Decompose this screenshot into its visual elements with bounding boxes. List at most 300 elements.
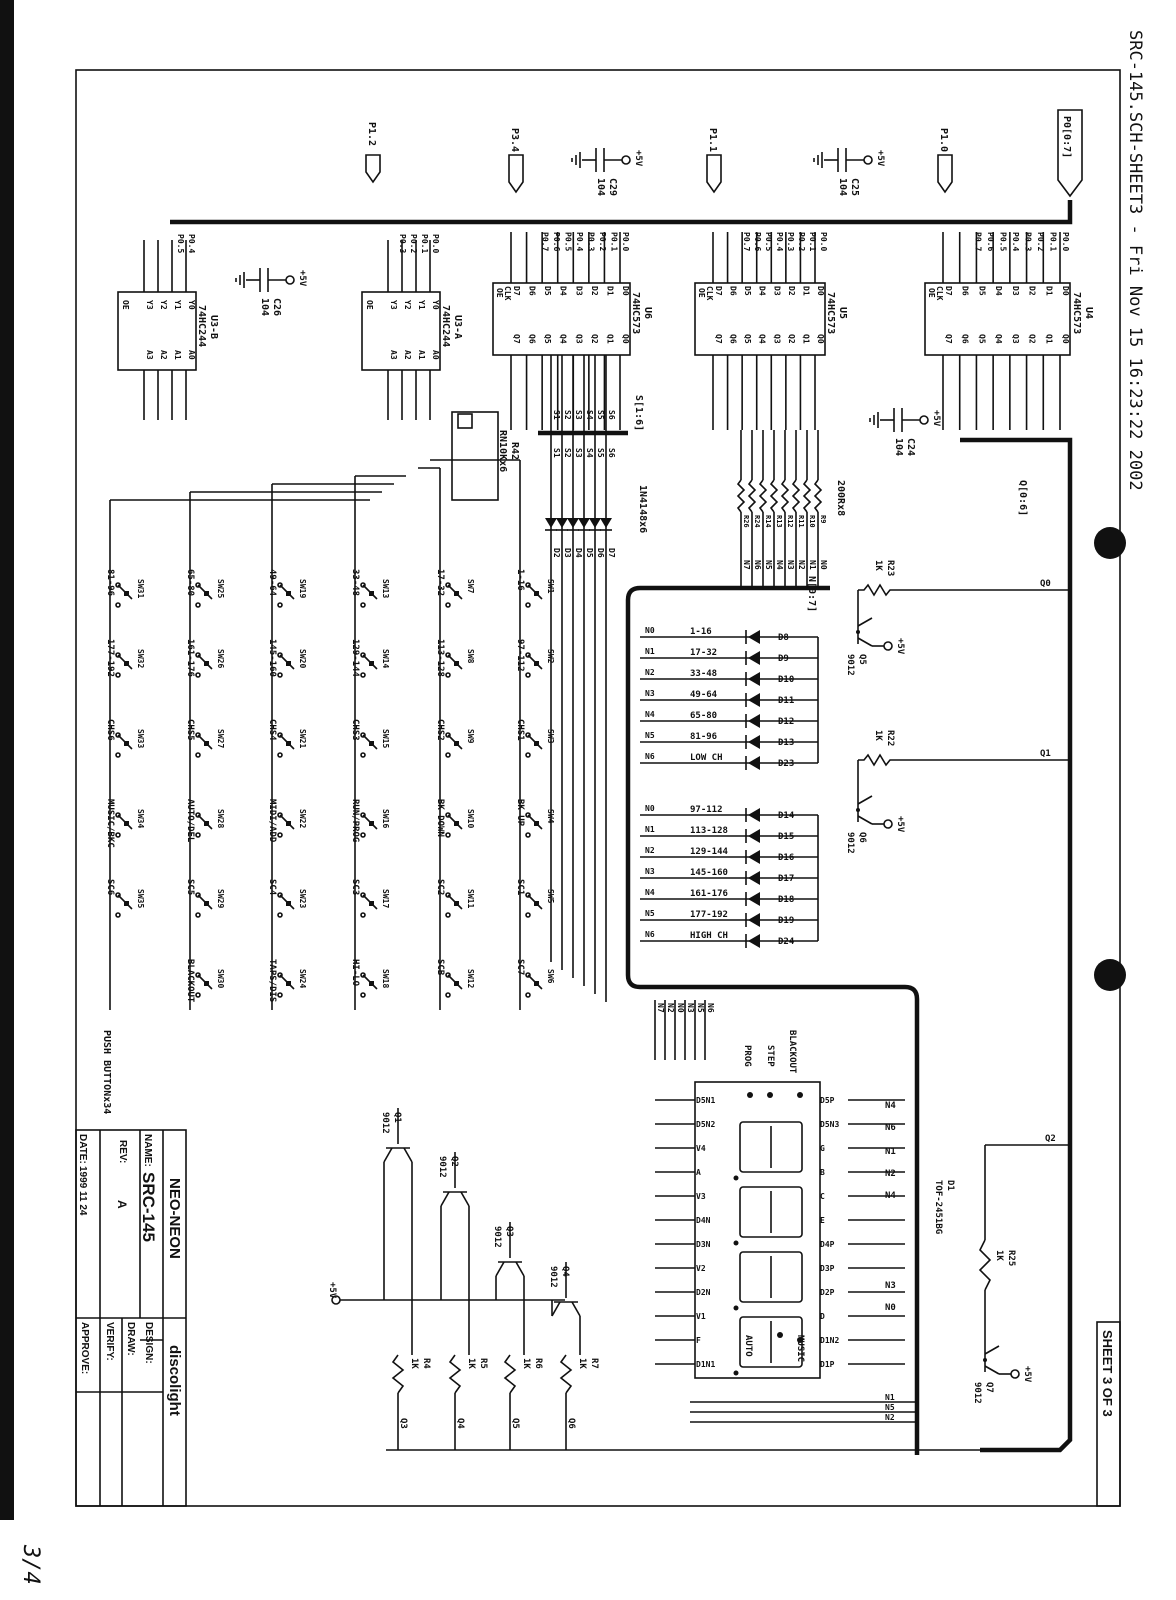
indicator-label: MUSIC <box>795 1335 805 1363</box>
pin-d-label: D7 <box>714 286 723 296</box>
switch-ref: SW28 <box>216 809 225 829</box>
pin-q-label: Q7 <box>512 334 521 344</box>
pin-q-label: Q0 <box>621 334 630 344</box>
bus-tap-label: P0.0 <box>819 232 828 252</box>
display-net-label: N1 <box>885 1147 896 1157</box>
pin-d-label: D1 <box>801 286 811 296</box>
r200-label: 200Rx8 <box>835 480 846 517</box>
n-line-label: N6 <box>753 560 762 570</box>
switch-ref: SW4 <box>546 809 555 824</box>
led-ref: D24 <box>778 937 795 947</box>
resistor-ref: R4 <box>421 1358 431 1369</box>
display-net-label: N4 <box>885 1101 896 1111</box>
display-pin-b: E <box>820 1216 825 1225</box>
title-block <box>76 1130 186 1506</box>
pin-y-label: Y1 <box>417 300 426 310</box>
base-resistor <box>980 1240 990 1290</box>
pin-a-label: A2 <box>403 350 412 360</box>
switch-ref: SW31 <box>136 579 145 599</box>
resistor-200r <box>760 480 766 512</box>
transistor-part: 9012 <box>492 1226 502 1248</box>
vcc-label: +5V <box>875 150 885 167</box>
push-button-sw13 <box>350 569 390 607</box>
switch-ref: SW1 <box>546 579 555 594</box>
led-net-label: N6 <box>645 930 655 939</box>
bus-tap-label: P0.1 <box>1048 232 1058 252</box>
switch-contact <box>361 753 365 757</box>
display-net-label: N6 <box>706 1003 715 1013</box>
switch-ref: SW16 <box>381 809 390 829</box>
led-ref: D12 <box>778 717 795 727</box>
pin-oe-label: OE <box>365 300 374 310</box>
vcc-terminal <box>884 820 892 828</box>
diode-1n4148 <box>567 518 579 528</box>
cap-ref: C25 <box>849 178 860 197</box>
switch-ref: SW6 <box>546 969 555 984</box>
switch-contact <box>278 603 282 607</box>
display-pin-a: D3N <box>696 1240 711 1249</box>
resistor-ref: R22 <box>885 730 895 747</box>
push-button-sw27 <box>185 719 225 757</box>
pin-d-label: D6 <box>728 286 738 296</box>
display-net-label: N6 <box>885 1123 896 1133</box>
switch-function-label: HI-LO <box>350 959 360 987</box>
switch-actuator <box>534 741 539 746</box>
pin-q-label: Q5 <box>543 334 553 344</box>
cap-value: 104 <box>893 438 904 457</box>
switch-actuator <box>286 591 291 596</box>
port-p0-bus <box>1058 110 1082 196</box>
diode-1n4148 <box>600 518 612 528</box>
switch-function-label: CHS2 <box>435 719 445 741</box>
pin-a-label: A0 <box>187 350 196 360</box>
switch-contact <box>278 673 282 677</box>
s-line-label: S1 <box>552 410 561 420</box>
resistor-ref: R26 <box>742 515 750 528</box>
push-button-sw33 <box>105 719 145 757</box>
bus-tap-label: P0.3 <box>398 234 407 254</box>
pin-q-label: Q3 <box>1010 334 1020 344</box>
bus-tap-label: P0.0 <box>1061 232 1070 252</box>
pin-y-label: Y2 <box>403 300 412 310</box>
switch-contact <box>446 993 450 997</box>
resistor-value: 1K <box>994 1250 1004 1261</box>
cap-value: 104 <box>595 178 606 197</box>
switch-function-label: 17-32 <box>435 569 445 597</box>
pin-a-label: A3 <box>389 350 398 360</box>
bus-tap-label: P0.0 <box>621 232 630 252</box>
led-function-label: 33-48 <box>690 669 718 679</box>
display-pin-b: C <box>820 1192 825 1201</box>
pin-q-label: Q3 <box>574 334 584 344</box>
switch-actuator <box>534 591 539 596</box>
push-button-sw30 <box>185 959 225 1003</box>
led-function-label: 49-64 <box>690 690 718 700</box>
n-line-label: N3 <box>786 560 795 570</box>
led-net-label: N3 <box>645 689 655 698</box>
resistor-network-r42 <box>452 412 520 500</box>
led-diode <box>748 871 760 885</box>
s-bus-label: S[1:6] <box>633 395 644 432</box>
switch-actuator <box>369 591 374 596</box>
pin-q-label: Q6 <box>960 334 970 344</box>
led-diode <box>748 913 760 927</box>
d-line-label: D7 <box>607 548 616 558</box>
display-net-label: N5 <box>885 1403 895 1412</box>
switch-contact <box>116 673 120 677</box>
led-function-label: HIGH CH <box>690 931 728 941</box>
bus-tap-label: P0.2 <box>1036 232 1045 252</box>
pin-clk-label: CLK <box>935 286 944 301</box>
bus-tap-label: P0.6 <box>753 232 762 252</box>
vcc-label: +5V <box>895 638 905 655</box>
led-diode <box>748 829 760 843</box>
led-ref: D10 <box>778 675 795 685</box>
bus-tap-lines <box>176 232 1070 253</box>
transistor-lead <box>985 1346 999 1354</box>
resistor-ref: R23 <box>885 560 895 577</box>
svg-text:RN10Kx6: RN10Kx6 <box>497 430 508 473</box>
n-cathode-bus <box>628 588 917 1455</box>
port-p1-0 <box>938 128 952 192</box>
transistor-lead <box>858 816 872 824</box>
push-button-sw12 <box>435 959 475 997</box>
transistor-lead <box>496 1262 504 1276</box>
switch-contact <box>196 753 200 757</box>
svg-text:APPROVE:: APPROVE: <box>79 1322 90 1375</box>
pin-d-label: D4 <box>994 286 1004 296</box>
switch-actuator <box>204 901 209 906</box>
s-line-label: S4 <box>585 448 594 458</box>
transistor-lead <box>858 618 872 626</box>
svg-text:74HC573: 74HC573 <box>1071 292 1082 335</box>
switch-function-label: 1-16 <box>515 569 525 591</box>
d-line-label: D6 <box>596 548 605 558</box>
switch-function-label: SC6 <box>105 879 115 896</box>
n-line-label: N1 <box>808 560 817 570</box>
display-net-label: N2 <box>885 1413 895 1422</box>
switch-contact <box>196 673 200 677</box>
display-pin-a: V2 <box>696 1264 706 1273</box>
indicator-label: BLACKOUT <box>787 1030 797 1074</box>
load-resistor <box>393 1355 403 1393</box>
led-function-label: 113-128 <box>690 826 728 836</box>
svg-text:DATE:: DATE: <box>77 1134 88 1164</box>
transistor-lead <box>858 796 872 804</box>
resistor-ref: R6 <box>533 1358 543 1369</box>
switch-function-label: CHS6 <box>105 719 115 741</box>
pin-d-label: D2 <box>786 286 796 296</box>
push-button-sw29 <box>185 879 225 917</box>
sheet-number-label: SHEET 3 OF 3 <box>1100 1330 1115 1417</box>
switch-ref: SW35 <box>136 889 145 909</box>
s-line-label: S4 <box>585 410 594 420</box>
switch-contact <box>361 603 365 607</box>
switch-contact <box>196 993 200 997</box>
load-resistor <box>561 1355 571 1393</box>
switch-actuator <box>286 661 291 666</box>
switch-function-label: SC3 <box>350 879 360 896</box>
date-value: 1999 11 24 <box>77 1166 88 1216</box>
display-pin-b: D3P <box>820 1264 835 1273</box>
switch-contact <box>278 833 282 837</box>
bus-tap-label: P0.1 <box>420 234 429 254</box>
pin-y-label: Y1 <box>173 300 182 310</box>
switch-actuator <box>534 901 539 906</box>
pin-q-label: Q4 <box>994 334 1004 344</box>
bus-tap-label: P0.4 <box>575 232 584 252</box>
svg-text:U6: U6 <box>642 307 653 320</box>
switch-function-label: 49-64 <box>267 569 277 597</box>
bus-tap-label: P0.5 <box>563 232 573 252</box>
resistor-ref: R7 <box>589 1358 599 1369</box>
svg-text:VERIFY:: VERIFY: <box>104 1322 115 1361</box>
push-button-sw22 <box>267 799 307 843</box>
switch-function-label: TAPS/DIS <box>267 959 277 1003</box>
indicator-dot <box>797 1092 803 1098</box>
d-line-label: D3 <box>563 548 572 558</box>
pin-q-label: Q0 <box>816 334 825 344</box>
diode-1n4148 <box>589 518 601 528</box>
led-function-label: 161-176 <box>690 889 728 899</box>
switch-function-label: AUTO/DEL <box>185 799 195 843</box>
vcc-label: +5V <box>297 270 307 287</box>
cap-ref: C24 <box>905 438 916 457</box>
registration-dot-top <box>1094 527 1126 559</box>
display-net-label: N0 <box>885 1303 896 1313</box>
switch-actuator <box>204 741 209 746</box>
s-line-label: S6 <box>607 448 616 458</box>
display-net-label: N3 <box>686 1003 695 1013</box>
switch-actuator <box>124 661 129 666</box>
display-net-label: N2 <box>885 1169 896 1179</box>
vcc-terminal <box>884 642 892 650</box>
switch-ref: SW30 <box>216 969 225 989</box>
pin-oe-label: OE <box>495 288 504 298</box>
led-net-label: N5 <box>645 731 655 740</box>
transistor-part: 9012 <box>845 832 855 854</box>
pin-q-label: Q4 <box>558 334 568 344</box>
pin-oe-label: OE <box>927 288 936 298</box>
resistor-ref: R24 <box>753 515 761 528</box>
display-pin-a: V3 <box>696 1192 706 1201</box>
display-pin-a: F <box>696 1336 701 1345</box>
q-output-bus <box>960 440 1070 1450</box>
vcc-label: +5V <box>327 1282 337 1299</box>
switch-actuator <box>124 741 129 746</box>
resistor-value: 1K <box>409 1358 419 1369</box>
led-diode <box>748 934 760 948</box>
led-function-label: 17-32 <box>690 648 718 658</box>
led-ref: D17 <box>778 874 795 884</box>
led-function-label: LOW CH <box>690 753 723 763</box>
switch-ref: SW14 <box>381 649 390 669</box>
svg-text:P1.0: P1.0 <box>938 128 949 153</box>
display-pin-b: D2P <box>820 1288 835 1297</box>
switch-ref: SW15 <box>381 729 390 749</box>
bus-tap-label: P0.7 <box>742 232 751 252</box>
resistor-ref: R14 <box>764 515 772 528</box>
decimal-point <box>734 1306 739 1311</box>
switch-ref: SW5 <box>546 889 555 904</box>
pin-y-label: Y2 <box>159 300 168 310</box>
led-diode <box>748 630 760 644</box>
pin-d-label: D2 <box>589 286 599 296</box>
switch-function-label: 33-48 <box>350 569 360 597</box>
q-net-label: Q4 <box>455 1418 465 1429</box>
switch-contact <box>526 913 530 917</box>
pin-a-label: A1 <box>417 350 426 360</box>
bus-tap-label: P0.4 <box>775 232 784 252</box>
switch-ref: SW11 <box>466 889 475 909</box>
display-pin-a: V1 <box>696 1312 706 1321</box>
display-net-label: N5 <box>696 1003 705 1013</box>
switch-actuator <box>286 741 291 746</box>
bus-tap-label: P0.4 <box>187 234 196 254</box>
push-button-sw11 <box>435 879 475 917</box>
switch-ref: SW26 <box>216 649 225 669</box>
led-ref: D15 <box>778 832 795 842</box>
pin-q-label: Q1 <box>605 334 615 344</box>
svg-text:74HC573: 74HC573 <box>825 292 836 335</box>
n-line-label: N5 <box>764 560 773 570</box>
indicator-dot <box>747 1092 753 1098</box>
bus-tap-label: P0.6 <box>552 232 561 252</box>
switch-ref: SW13 <box>381 579 390 599</box>
base-resistor <box>858 585 896 595</box>
q-net-label: Q6 <box>566 1418 576 1429</box>
led-diode <box>748 693 760 707</box>
svg-text:P1.1: P1.1 <box>707 128 718 153</box>
vcc-terminal <box>864 156 872 164</box>
page-annotation: 3/4 <box>18 1545 43 1585</box>
display-net-label: N0 <box>676 1003 685 1013</box>
vcc-terminal <box>286 276 294 284</box>
vcc-label: +5V <box>633 150 643 167</box>
led-net-label: N0 <box>645 626 655 635</box>
switch-contact <box>446 753 450 757</box>
led-net-label: N2 <box>645 668 655 677</box>
cap-ref: C29 <box>607 178 618 197</box>
push-button-sw26 <box>185 639 225 677</box>
push-button-note: PUSH BUTTONx34 <box>101 1030 112 1115</box>
switch-contact <box>196 913 200 917</box>
decimal-point <box>734 1241 739 1246</box>
resistor-value: 1K <box>873 560 883 571</box>
pin-q-label: Q5 <box>743 334 753 344</box>
switch-function-label: 145-160 <box>267 639 277 677</box>
led-function-label: 1-16 <box>690 627 712 637</box>
led-diode <box>748 672 760 686</box>
svg-text:74HC573: 74HC573 <box>630 292 641 335</box>
switch-function-label: BK DOWN <box>435 799 445 837</box>
switch-function-label: 65-80 <box>185 569 195 597</box>
display-net-label: N4 <box>885 1191 896 1201</box>
switch-ref: SW2 <box>546 649 555 664</box>
switch-contact <box>278 913 282 917</box>
switch-actuator <box>369 901 374 906</box>
pin-d-label: D6 <box>960 286 970 296</box>
switch-contact <box>116 753 120 757</box>
svg-text:DESIGN:: DESIGN: <box>143 1322 154 1364</box>
pin-a-label: A1 <box>173 350 182 360</box>
led-net-label: N6 <box>645 752 655 761</box>
switch-contact <box>526 673 530 677</box>
pin-q-label: Q4 <box>757 334 767 344</box>
transistor-part: 9012 <box>437 1156 447 1178</box>
s-line-label: S3 <box>574 410 583 420</box>
switch-actuator <box>204 661 209 666</box>
s-line-label: S5 <box>596 448 605 458</box>
push-button-sw23 <box>267 879 307 917</box>
svg-text:NAME:: NAME: <box>142 1134 153 1167</box>
pin-d-label: D7 <box>944 286 953 296</box>
pin-oe-label: OE <box>121 300 130 310</box>
switch-contact <box>446 673 450 677</box>
bus-tap-label: P0.5 <box>176 234 185 254</box>
led-function-label: 65-80 <box>690 711 718 721</box>
d-line-label: D5 <box>585 548 594 558</box>
push-button-sw32 <box>105 639 145 677</box>
pin-q-label: Q3 <box>772 334 782 344</box>
resistor-ref: R25 <box>1006 1250 1016 1267</box>
led-function-label: 81-96 <box>690 732 718 742</box>
push-button-sw19 <box>267 569 307 607</box>
led-diode <box>748 756 760 770</box>
switch-ref: SW9 <box>466 729 475 744</box>
switch-actuator <box>369 741 374 746</box>
led-ref: D8 <box>778 633 789 643</box>
bus-tap-label: P0.6 <box>986 232 995 252</box>
decimal-point <box>734 1371 739 1376</box>
switch-contact <box>361 913 365 917</box>
revision-value: A <box>115 1200 129 1209</box>
svg-text:R42: R42 <box>509 442 520 461</box>
display-pin-b: D <box>820 1312 825 1321</box>
led-net-label: N5 <box>645 909 655 918</box>
pin-d-label: D7 <box>512 286 521 296</box>
led-net-label: N1 <box>645 825 655 834</box>
switch-actuator <box>204 981 209 986</box>
switch-contact <box>526 603 530 607</box>
transistor-lead <box>441 1192 449 1206</box>
vcc-label: +5V <box>931 410 941 427</box>
push-button-sw15 <box>350 719 390 757</box>
pin-q-label: Q0 <box>1061 334 1070 344</box>
pin-q-label: Q6 <box>527 334 537 344</box>
switch-actuator <box>124 591 129 596</box>
bus-tap-label: P0.3 <box>786 232 795 252</box>
switch-contact <box>116 913 120 917</box>
product-name: discolight <box>166 1345 183 1416</box>
resistor-200r <box>749 480 755 512</box>
push-button-sw17 <box>350 879 390 917</box>
bus-tap-label: P0.2 <box>409 234 418 254</box>
switch-function-label: MUSIC/BKC <box>105 799 115 848</box>
decimal-point <box>734 1176 739 1181</box>
resistor-value: 1K <box>466 1358 476 1369</box>
pin-d-label: D1 <box>605 286 615 296</box>
led-ref: D11 <box>778 696 795 706</box>
transistor-ref: Q5 <box>857 654 867 665</box>
switch-function-label: SCB <box>435 959 445 976</box>
push-button-sw31 <box>105 569 145 607</box>
switch-ref: SW21 <box>298 729 307 749</box>
switch-contact <box>526 753 530 757</box>
switch-ref: SW32 <box>136 649 145 669</box>
switch-actuator <box>124 821 129 826</box>
switch-function-label: 177-192 <box>105 639 115 677</box>
